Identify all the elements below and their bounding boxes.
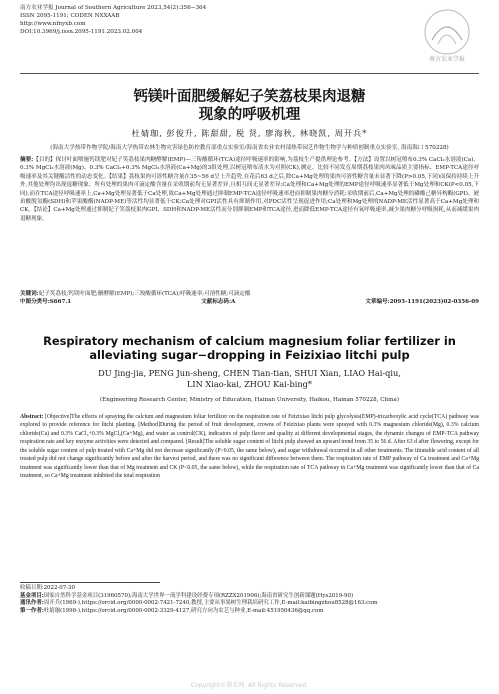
- issn-line: ISSN 2095-1191; CODEN NXXAAB: [20, 13, 120, 19]
- title-cn-line2: 现象的呼吸机理: [198, 107, 301, 123]
- title-cn-line1: 钙镁叶面肥缓解妃子笑荔枝果肉退糖: [133, 89, 366, 105]
- abstract-en-text: [Objective]The effects of spraying the calcium and magnesium foliar fertilizer on the respiration rate of Feizixiao litchi pulp glycolysis(EMP)-tricarboxylic acid cycle(TCA) pathway was explored to provide reference for litchi planting. [Method]During the period of fruit development, crowns of Feizixiao plants were sprayed with 0.3% magnesium chloride(Mg), 0.3% calcium chloride(Ca) and 0.3% CaCl₂+0.3% MgCl₂(Ca+Mg), and water as control(CK), indicators of pulp flavor and quality at different developmental stages, the dynamic changes of EMP-TCA pathway respiration rate and key enzyme activities were detected and compared. [Result]The soluble sugar content of litchi pulp showed an upward trend from 35 to 56 d. After 63 d after flowering, except for the soluble sugar content of pulp treated with Ca+Mg did not decrease significantly (P>0.05, the same below), and sugar withdrawal occurred in all other treatments. The titratable acid content of all treated pulp did not change significantly before and after the harvest period, and there was no significant difference between them. The respiration rate of EMP pathway of Ca treatment and Ca+Mg treatment was significantly lower than that of Mg treatment and CK (P<0.05, the same below), while the respiration rate of TCA pathway in Ca+Mg treatment was significantly lower than that of Ca treatment, so Ca+Mg treatment inhibited the total respiration: [20, 414, 480, 480]
- affiliation-cn: (海南大学热带作物学院/海南大学热带农林生物灾害绿色防控教育部重点实验室/海南省农业农村部热带园艺作物生物学与种质创制重点实验室, 海南海口 570228): [50, 145, 449, 151]
- journal-url[interactable]: http://www.nfnyxb.com: [20, 21, 86, 27]
- meta-cn-row: [20, 298, 479, 306]
- received-date: 收稿日期:2022-07-30: [20, 585, 75, 591]
- copyright-watermark: Copyright©博看网. All Rights Reserved.: [190, 682, 309, 689]
- abstract-cn-label: 摘要:: [20, 157, 34, 163]
- abstract-en-label: Abstract:: [20, 414, 44, 420]
- footnotes: [20, 585, 479, 615]
- first-label: 第一作者:: [20, 607, 44, 614]
- abstract-cn-text: 【目的】探讨叶面喷施钙镁肥对妃子笑荔枝果肉糖酵解(EMP)—三羧酸循环(TCA)途径呼吸速率的影响,为荔枝生产提供理论参考。【方法】设置以树冠喷布0.3% CaCl₂水溶液(Ca)、0.3% MgCl₂水溶液(Mg)、0.3% CaCl₂+0.3% MgCl₂水溶液(Ca+Mg)的3组处理,以树冠喷布清水为对照(CK),测定、比较不同发育周期荔枝果肉风味品质主要指标、EMP-TCA途径呼吸速率及其关键酶活性的动态变化。【结果】荔枝果肉可溶性糖含量在35~56 d呈上升趋势,在花后63 d之后,除Ca+Mg处理的果肉可溶性糖含量未显著下降(P>0.05,下同)而保持持续上升外,其他处理均出现退糖现象。所有处理的果肉可滴定酸含量在采收期前均无显著差异,且相互间无显著差异;Ca处理和Ca+Mg处理的EMP途径呼吸速率显著低于Mg处理和CK(P<0.05,下同),而在TCA途径呼吸速率上,Ca+Mg处理显著低于Ca处理,故Ca+Mg处理通过抑制EMP-TCA途径呼吸速率进而抑制果肉糖分消耗;采收期前后,Ca+Mg处理的磷酸己糖异构酶(GPI)、琥珀酸脱氢酶(SDH)和苹果酸酶(NADP-ME)等活性均显著低于CK;Ca处理对GPI活性具有抑制作用,对PDC活性呈现促进作用;Ca处理和Mg处理的NADP-ME活性显著高于Ca+Mg处理和CK。【结论】Ca+Mg处理通过抑制妃子笑荔枝果肉GPI、SDH和NADP-ME活性而分别抑制EMP和TCA途径,进而降低EMP-TCA途径有氧呼吸速率,减少果肉糖分呼吸损耗,从而减缓果肉退糖现象。: [20, 157, 479, 222]
- corr-text: 周开兵(1969-),https://orcid.org/0000-0002-7421-7240,教授,主要从事果树生理栽培研究工作,E-mail:kaibingzhou8528@163.com: [43, 600, 378, 607]
- keywords-cn-label: 关键词:: [20, 291, 39, 297]
- footnote-rule: [20, 582, 160, 583]
- abstract-en: [20, 413, 479, 481]
- clc-number: 中图分类号:S667.1: [20, 299, 72, 305]
- doi-line: DOI:10.3969/j.issn.2095-1191.2023.02.004: [20, 29, 143, 35]
- affiliation-en: (Engineering Research Center, Ministry of Education, Hainan University, Haikou, Hainan 570228, China): [99, 397, 400, 403]
- authors-cn: 杜婧珈, 彭俊升, 陈甜甜, 税 贤, 廖海秋, 林晓凯, 周开兵*: [131, 128, 368, 138]
- corresponding-author-note: [20, 600, 479, 608]
- title-en-line2: alleviating sugar−dropping in Feizixiao litchi pulp: [89, 348, 410, 362]
- authors-en-line2: LIN Xiao-kai, ZHOU Kai-bing*: [186, 379, 313, 389]
- article-number: 文章编号:2095-1191(2023)02-0356-09: [365, 299, 479, 305]
- header-rule: [20, 73, 479, 74]
- doc-code: 文献标志码:A: [201, 299, 236, 305]
- journal-line: 南方农业学报 Journal of Southern Agriculture 2023,54(2):356−364: [20, 5, 207, 11]
- first-text: 杜婧珈(1998-),https://orcid.org/0000-0002-3329-4127,研究方向为农艺与种业,E-mail:451950436@qq.com: [43, 607, 324, 614]
- abstract-cn: [20, 156, 479, 223]
- keywords-cn-text: 妃子笑荔枝;钙镁叶面肥;糖酵解(EMP);三羧酸循环(TCA);呼吸速率;可溶性糖;可滴定酸: [38, 291, 251, 297]
- authors-en-line1: DU Jing-jia, PENG Jun-sheng, CHEN Tian-tian, SHUI Xian, LIAO Hai-qiu,: [98, 368, 401, 378]
- journal-logo: [414, 4, 480, 64]
- logo-text: 南方农业学报: [428, 56, 466, 63]
- title-en-line1: Respiratory mechanism of calcium magnesium foliar fertilizer in: [43, 334, 456, 348]
- first-author-note: [20, 608, 479, 616]
- corr-label: 通讯作者:: [20, 600, 44, 607]
- keywords-cn: [20, 290, 479, 298]
- fund-text: 国家自然科学基金项目(31960570);海南大学世界一流学科建设经费专项(RZZX201906);海南省研究生创新课题(Hys2019-90): [43, 592, 354, 599]
- fund-label: 基金项目:: [20, 592, 44, 599]
